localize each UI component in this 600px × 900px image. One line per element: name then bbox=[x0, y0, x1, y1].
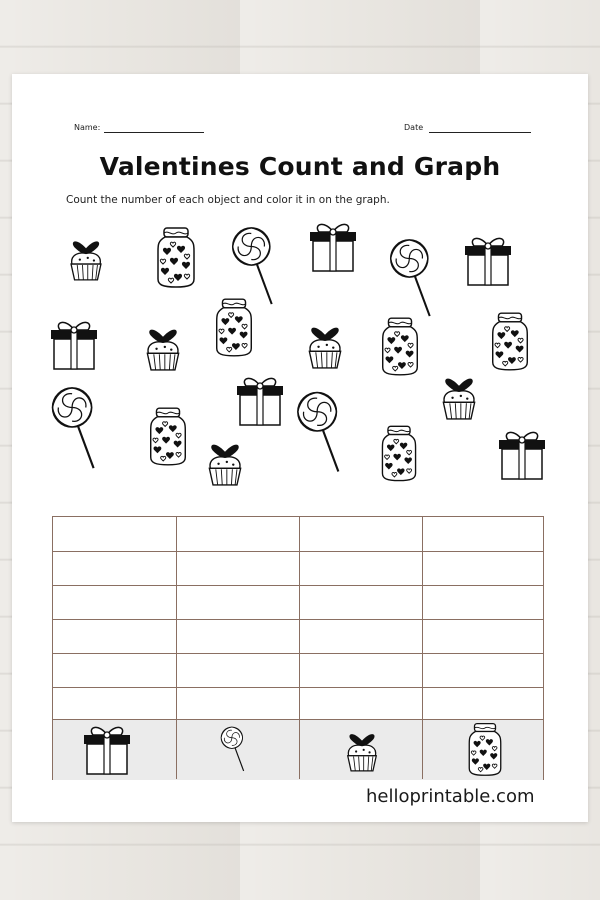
graph-row-line bbox=[53, 551, 543, 552]
lollipop-icon bbox=[48, 384, 104, 472]
candy-jar-icon bbox=[486, 308, 534, 374]
candy-jar-icon bbox=[144, 404, 192, 468]
graph-row-line bbox=[53, 653, 543, 654]
instructions-text: Count the number of each object and color it in on the graph. bbox=[66, 194, 390, 206]
worksheet-page bbox=[12, 74, 588, 822]
candy-jar-icon bbox=[210, 296, 258, 358]
gift-box-icon bbox=[305, 218, 361, 274]
graph-row-line bbox=[53, 619, 543, 620]
graph-column-line bbox=[422, 517, 423, 779]
date-label: Date bbox=[404, 123, 424, 132]
candy-jar-icon bbox=[376, 422, 422, 484]
watermark: helloprintable.com bbox=[366, 786, 535, 807]
cupcake-icon bbox=[302, 314, 348, 374]
page-title: Valentines Count and Graph bbox=[99, 152, 501, 181]
cupcake-icon bbox=[140, 316, 186, 376]
name-label: Name: bbox=[74, 123, 101, 132]
lollipop-icon bbox=[219, 721, 249, 777]
candy-jar-icon bbox=[376, 314, 424, 378]
cupcake-icon bbox=[202, 430, 248, 492]
candy-jar-icon bbox=[463, 721, 507, 777]
graph-column-line bbox=[176, 517, 177, 779]
graph-row-line bbox=[53, 585, 543, 586]
lollipop-icon bbox=[294, 386, 348, 478]
gift-box-icon bbox=[79, 721, 135, 777]
cupcake-icon bbox=[64, 228, 108, 286]
lollipop-icon bbox=[387, 230, 439, 326]
gift-box-icon bbox=[46, 316, 102, 372]
cupcake-icon bbox=[436, 364, 482, 426]
gift-box-icon bbox=[494, 426, 550, 482]
graph-row-line bbox=[53, 719, 543, 720]
candy-jar-icon bbox=[151, 224, 201, 290]
cupcake-icon bbox=[341, 721, 383, 777]
gift-box-icon bbox=[232, 372, 288, 428]
count-graph bbox=[52, 516, 544, 780]
name-line[interactable] bbox=[104, 132, 204, 133]
graph-column-line bbox=[299, 517, 300, 779]
date-line[interactable] bbox=[429, 132, 531, 133]
graph-row-line bbox=[53, 687, 543, 688]
gift-box-icon bbox=[460, 232, 516, 288]
